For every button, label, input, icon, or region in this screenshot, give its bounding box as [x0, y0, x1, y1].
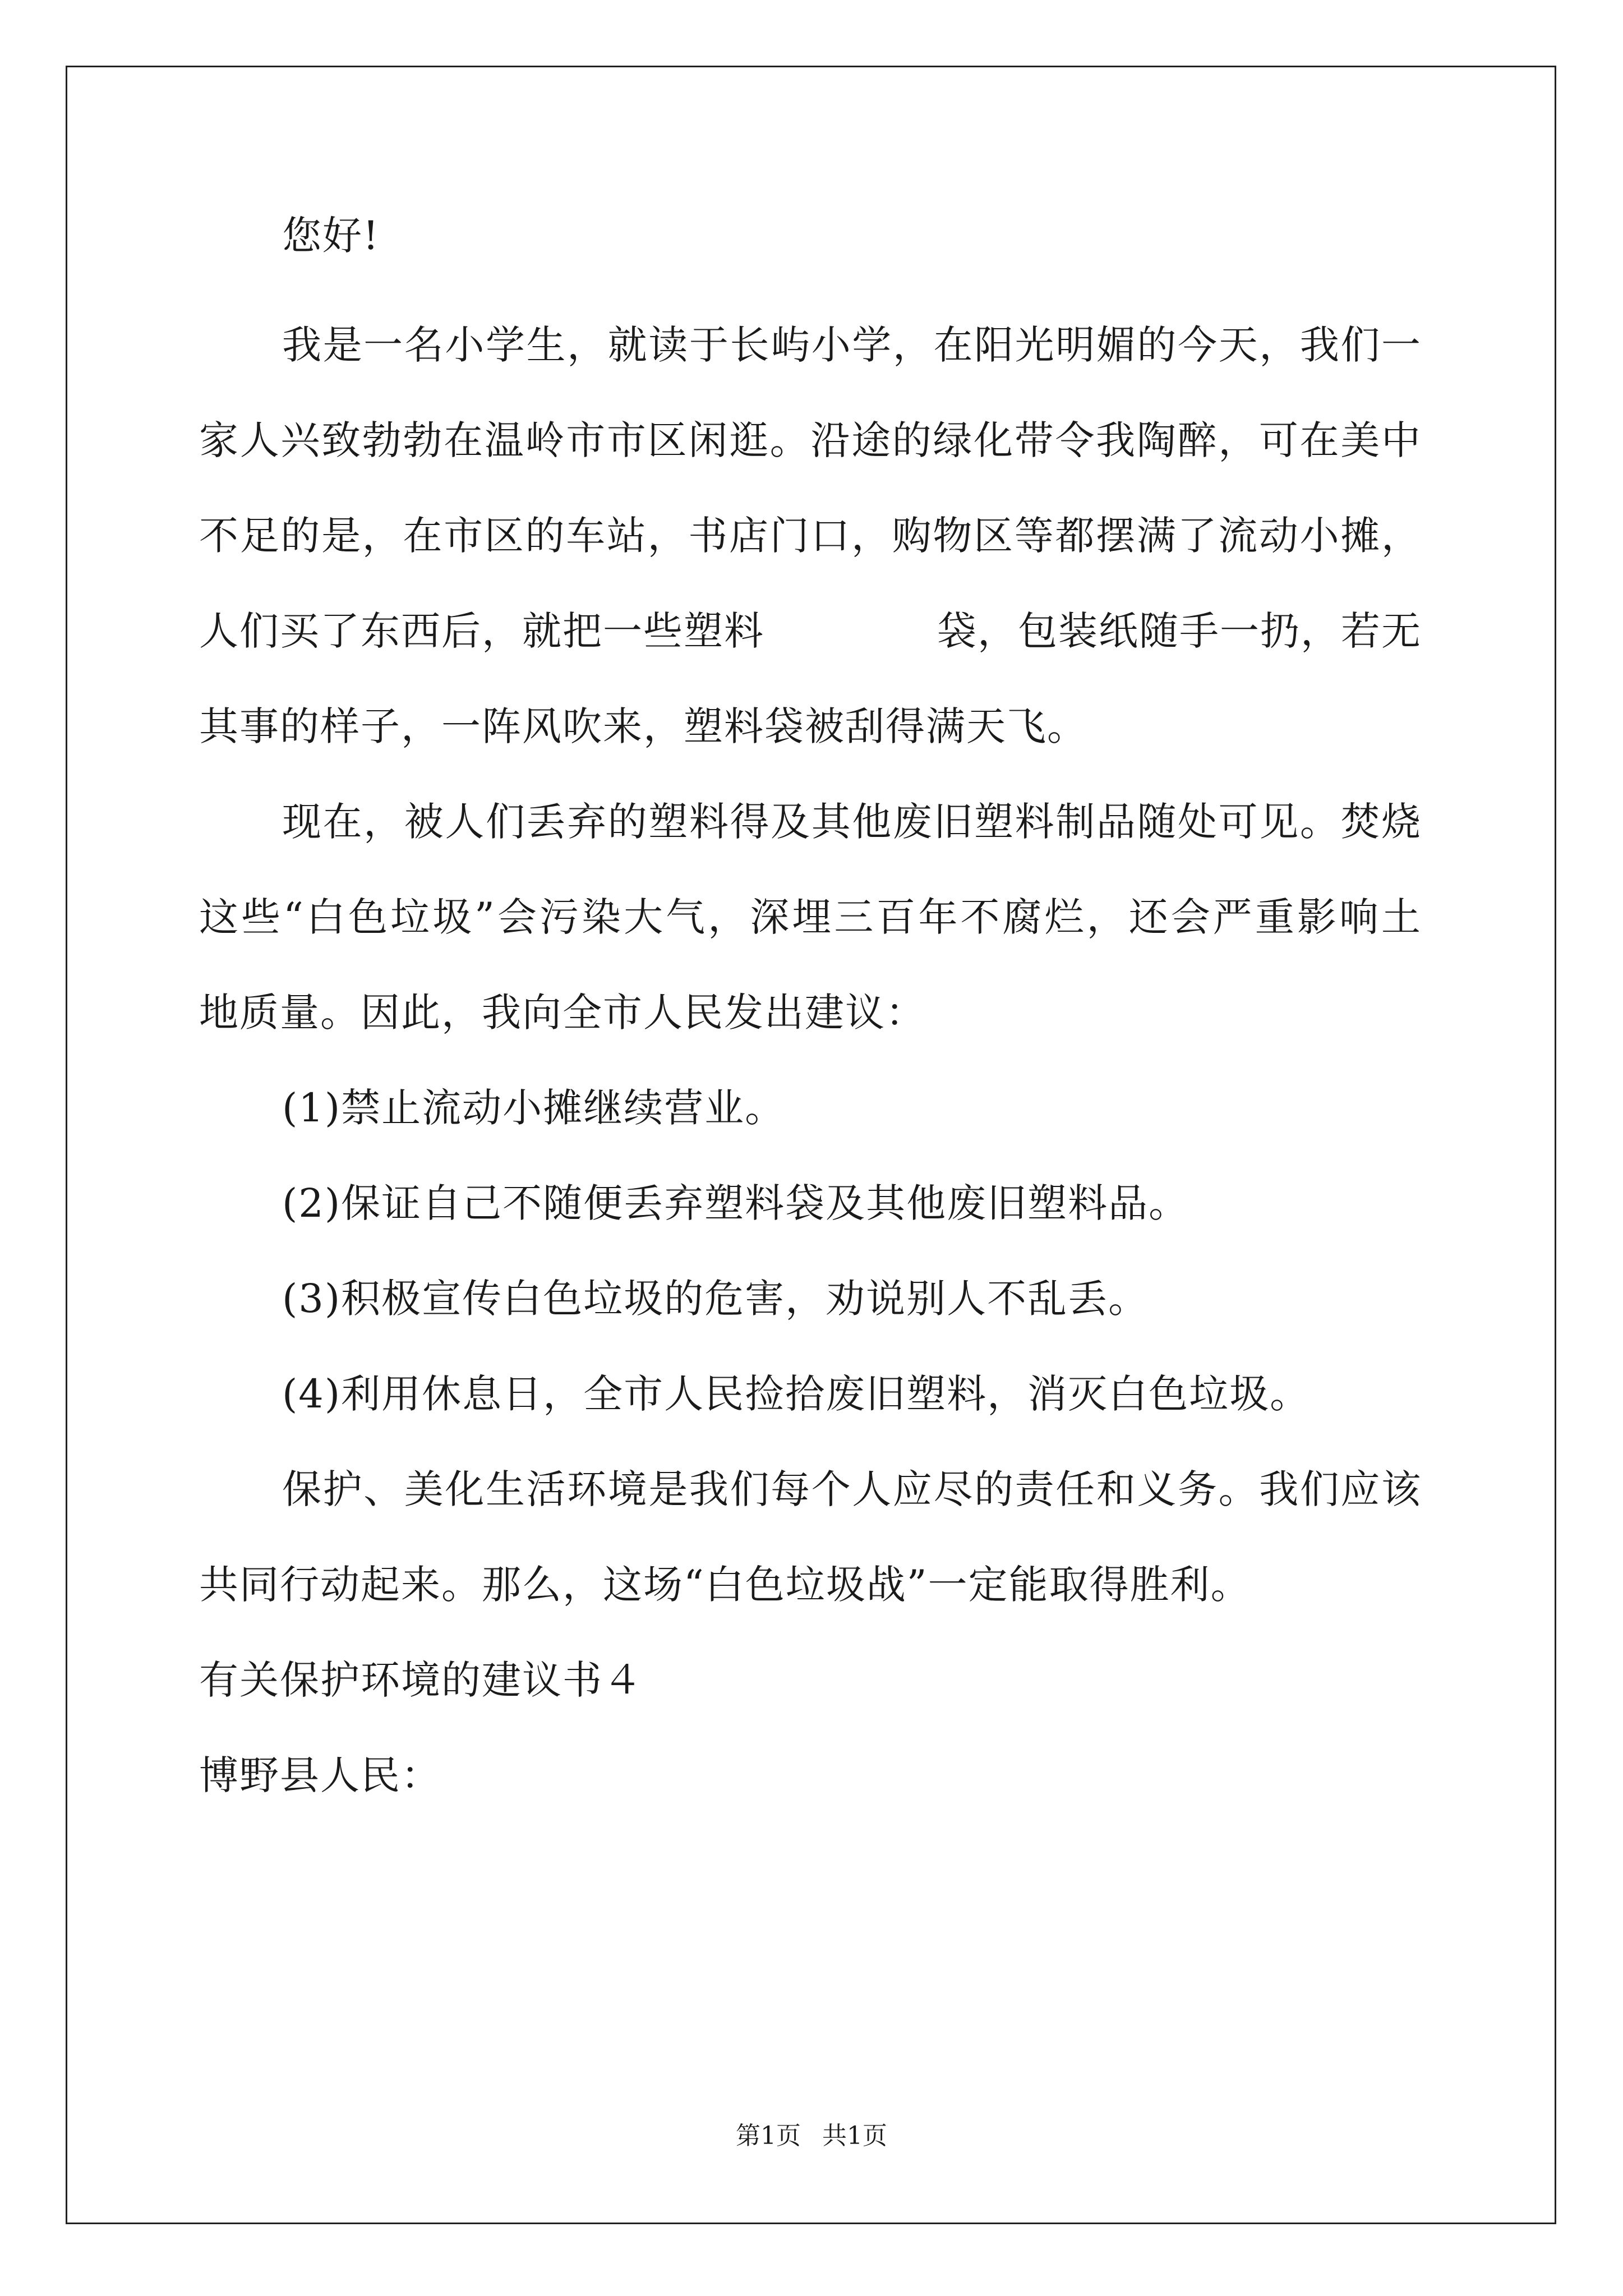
suggestion-3: (3)积极宣传白色垃圾的危害，劝说别人不乱丢。: [282, 1276, 1149, 1322]
next-letter-title: 有关保护环境的建议书４: [199, 1657, 643, 1703]
paragraph-3-line-2: 共同行动起来。那么，这场“白色垃圾战”一定能取得胜利。: [199, 1562, 1251, 1608]
paragraph-2-line-3: 地质量。因此，我向全市人民发出建议：: [199, 990, 926, 1036]
suggestion-2: (2)保证自己不随便丢弃塑料袋及其他废旧塑料品。: [282, 1180, 1189, 1226]
paragraph-3-line-1: 保护、美化生活环境是我们每个人应尽的责任和义务。我们应该: [282, 1466, 1422, 1512]
paragraph-1-line-4-part-a: 人们买了东西后，就把一些塑料: [199, 608, 764, 654]
next-letter-salutation: 博野县人民：: [199, 1752, 441, 1798]
suggestion-1: (1)禁止流动小摊继续营业。: [282, 1085, 786, 1131]
page-footer: [0, 2119, 1623, 2153]
suggestion-4: (4)利用休息日，全市人民捡拾废旧塑料，消灭白色垃圾。: [282, 1371, 1311, 1417]
paragraph-1-line-4-part-b: 袋，包装纸随手一扔，若无: [937, 608, 1422, 654]
page-total: 共1页: [822, 2122, 887, 2150]
paragraph-2-line-1: 现在，被人们丢弃的塑料得及其他废旧塑料制品随处可见。焚烧: [282, 799, 1422, 845]
paragraph-1-line-1: 我是一名小学生，就读于长屿小学，在阳光明媚的今天，我们一: [282, 322, 1422, 368]
greeting: 您好!: [282, 213, 380, 259]
paragraph-1-line-3: 不足的是，在市区的车站，书店门口，购物区等都摆满了流动小摊，: [199, 513, 1422, 559]
page-border: [66, 66, 1556, 2224]
paragraph-1-line-2: 家人兴致勃勃在温岭市市区闲逛。沿途的绿化带令我陶醉，可在美中: [199, 417, 1422, 463]
paragraph-1-line-5: 其事的样子，一阵风吹来，塑料袋被刮得满天飞。: [199, 703, 1087, 749]
paragraph-2-line-2: 这些“白色垃圾”会污染大气，深埋三百年不腐烂，还会严重影响土: [199, 894, 1422, 940]
page-number: 第1页: [736, 2122, 801, 2150]
paragraph-1-line-4: [199, 603, 1422, 659]
